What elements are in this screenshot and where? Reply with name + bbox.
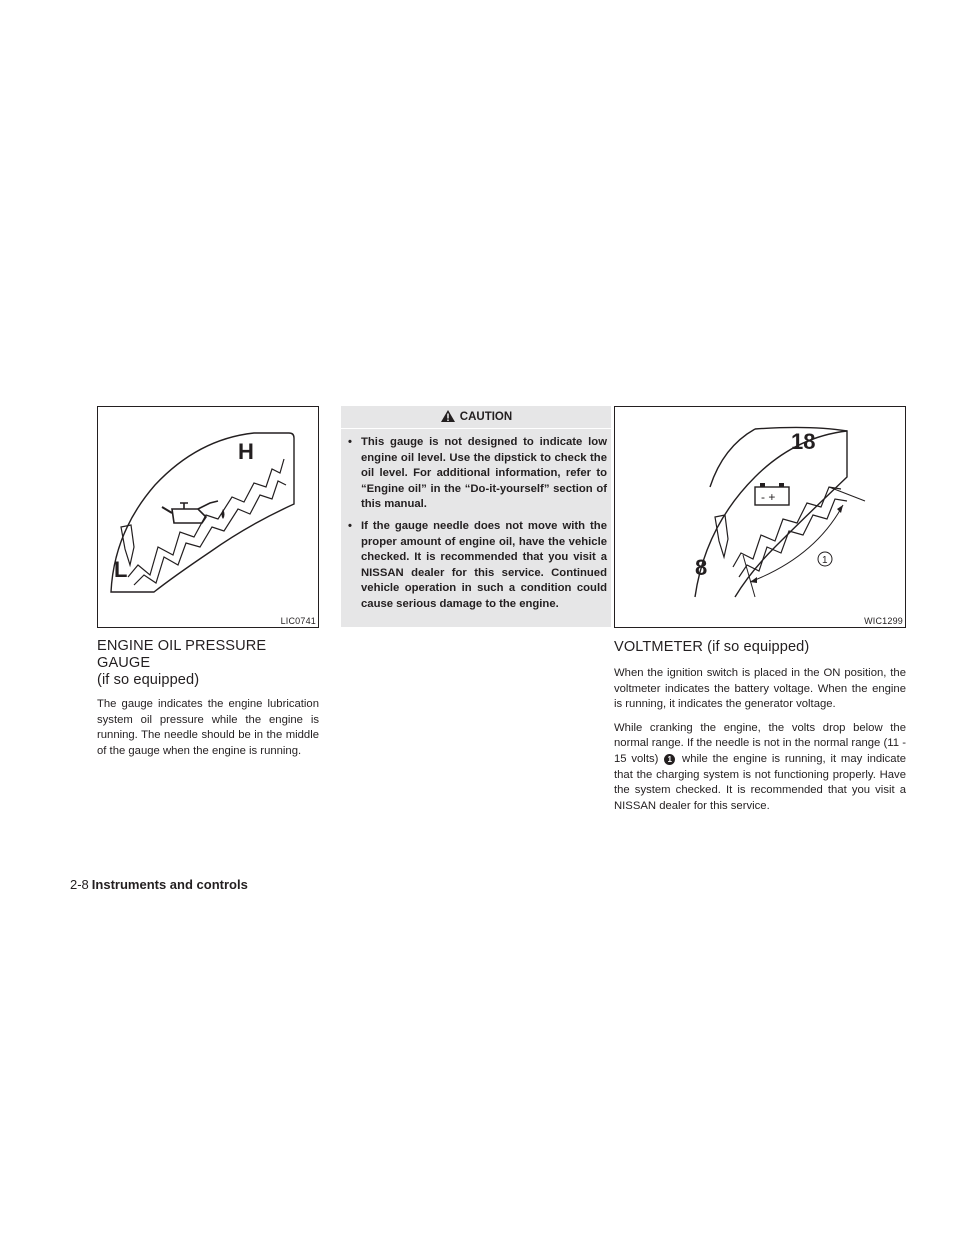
figure-code: LIC0741 (280, 616, 316, 626)
battery-symbol: - + (761, 490, 776, 504)
gauge-low-label: L (114, 557, 128, 582)
oil-gauge-heading (97, 638, 319, 689)
voltmeter-heading: VOLTMETER (if so equipped) (614, 639, 810, 655)
oil-gauge-description: The gauge indicates the engine lubrication system oil pressure while the engine is running. The needle should be in the middle of the gauge when the engine is running. (97, 698, 319, 757)
caution-title (341, 406, 611, 429)
voltmeter-illustration (615, 407, 907, 629)
heading-line-1: ENGINE OIL PRESSURE GAUGE (97, 638, 267, 671)
voltmeter-paragraph-1: When the ignition switch is placed in the ON position, the voltmeter indicates the battery voltage. When the engine is running, it indicates the generator voltage. (614, 667, 906, 711)
gauge-high-label: 18 (791, 429, 816, 454)
paragraph-text: While cranking the engine, the volts drop below the normal range. If the needle is not in the normal range (11 - 15 volts) (614, 721, 906, 765)
battery-icon (755, 483, 789, 505)
caution-list (341, 435, 611, 613)
gauge-low-label: 8 (695, 555, 708, 580)
caution-box (341, 406, 611, 627)
oil-pressure-gauge-figure (97, 406, 319, 628)
figure-code: WIC1299 (864, 616, 903, 626)
page-number: 2-8 (70, 877, 89, 892)
oil-can-icon (162, 501, 225, 523)
caution-column (341, 406, 611, 627)
voltmeter-figure (614, 406, 906, 628)
left-column (97, 406, 319, 759)
gauge-high-label: H (238, 439, 254, 464)
voltmeter-paragraph-2 (614, 721, 906, 815)
caution-item (341, 519, 611, 613)
bullet-icon: • (348, 519, 352, 532)
bullet-icon: • (348, 436, 352, 448)
paragraph-text: while the engine is running, it may indicate that the charging system is not functioning properly. Have the system checked. It is recommended that you visit a NISSAN dealer for this service. (614, 752, 907, 812)
caution-item-text: If the gauge needle does not move with the proper amount of engine oil, have the vehicle checked. It is recommended that you visit a NISSAN dealer for this service. Continued vehicle operation in such a condition could cause serious damage to the engine. (361, 519, 607, 610)
range-callout-marker: 1 (664, 754, 675, 765)
right-column (614, 406, 906, 814)
page-footer (70, 877, 248, 892)
heading-line-2: (if so equipped) (97, 672, 200, 688)
caution-title-text: CAUTION (459, 411, 513, 423)
caution-item (341, 435, 611, 513)
section-title: Instruments and controls (91, 877, 248, 892)
oil-pressure-gauge-illustration (98, 407, 320, 629)
caution-item-text: This gauge is not designed to indicate low engine oil level. Use the dipstick to check the oil level. For additional information, refer to “Engine oil” in the “Do-it-yourself” section of this manual. (361, 436, 607, 511)
range-callout: 1 (822, 555, 828, 566)
warning-icon (440, 409, 456, 426)
